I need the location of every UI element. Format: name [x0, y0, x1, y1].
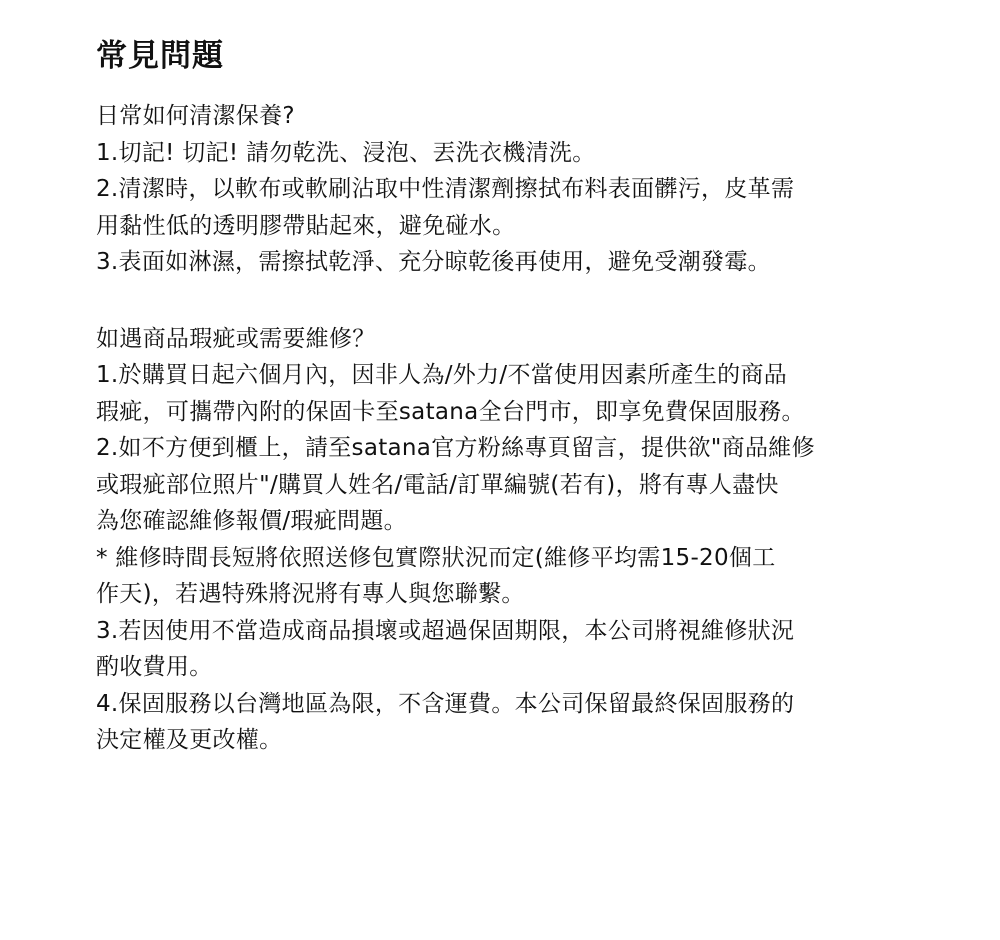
- faq-answer-line: 為您確認維修報價/瑕疵問題。: [96, 508, 407, 535]
- faq-answer-line: 2.如不方便到櫃上，請至satana官方粉絲專頁留言，提供欲"商品維修: [96, 435, 815, 462]
- faq-care-section: [96, 98, 904, 281]
- faq-question-repair: 如遇商品瑕疵或需要維修？: [96, 325, 376, 352]
- faq-answer-line: 作天)，若遇特殊將況將有專人與您聯繫。: [96, 581, 525, 608]
- faq-answer-line: 瑕疵，可攜帶內附的保固卡至satana全台門市，即享免費保固服務。: [96, 398, 805, 425]
- faq-answer-line: 決定權及更改權。: [96, 727, 283, 754]
- faq-answer-line: 酌收費用。: [96, 654, 213, 681]
- faq-answer-line: 1.切記! 切記! 請勿乾洗、浸泡、丟洗衣機清洗。: [96, 139, 596, 166]
- page-title: 常見問題: [96, 38, 224, 74]
- faq-question-care: 日常如何清潔保養?: [96, 103, 295, 130]
- faq-answer-line: 1.於購買日起六個月內，因非人為/外力/不當使用因素所產生的商品: [96, 362, 788, 389]
- faq-answer-line: 2.清潔時，以軟布或軟刷沾取中性清潔劑擦拭布料表面髒污，皮革需: [96, 176, 795, 203]
- faq-answer-line: 或瑕疵部位照片"/購買人姓名/電話/訂單編號(若有)，將有專人盡快: [96, 471, 779, 498]
- faq-answer-line: 用黏性低的透明膠帶貼起來，避免碰水。: [96, 212, 516, 239]
- faq-answer-line: 4.保固服務以台灣地區為限，不含運費。本公司保留最終保固服務的: [96, 690, 795, 717]
- faq-answer-line: 3.若因使用不當造成商品損壞或超過保固期限，本公司將視維修狀況: [96, 617, 795, 644]
- faq-answer-line: * 維修時間長短將依照送修包實際狀況而定(維修平均需15-20個工: [96, 544, 776, 571]
- faq-repair-section: [96, 321, 904, 759]
- faq-answer-line: 3.表面如淋濕，需擦拭乾淨、充分晾乾後再使用，避免受潮發霉。: [96, 249, 771, 276]
